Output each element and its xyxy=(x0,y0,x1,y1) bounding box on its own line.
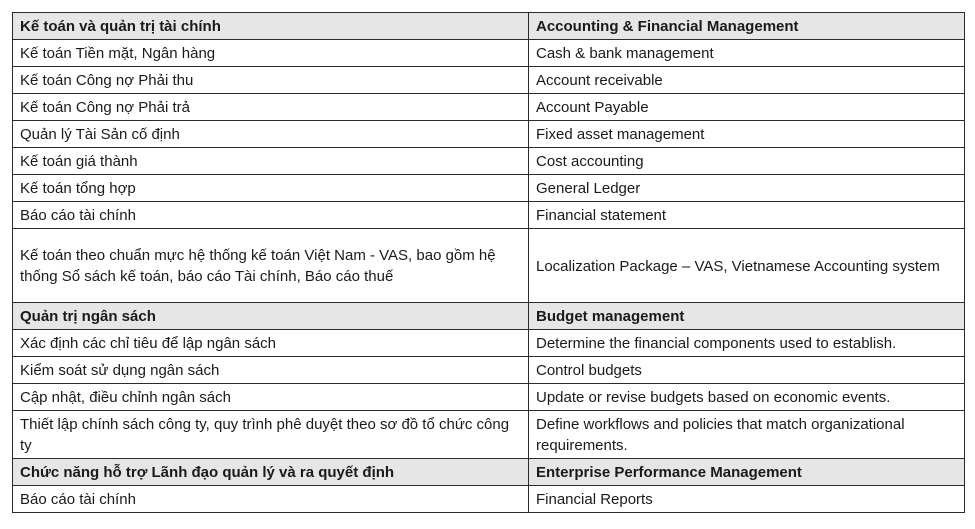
cell-en: Account Payable xyxy=(529,94,965,121)
table-row xyxy=(13,229,965,303)
cell-vi: Xác định các chỉ tiêu để lập ngân sách xyxy=(13,330,529,357)
cell-vi: Thiết lập chính sách công ty, quy trình phê duyệt theo sơ đồ tổ chức công ty xyxy=(13,411,529,459)
section-header-en: Accounting & Financial Management xyxy=(529,13,965,40)
cell-en: Control budgets xyxy=(529,357,965,384)
cell-en: Cash & bank management xyxy=(529,40,965,67)
table-row xyxy=(13,330,965,357)
cell-en: Determine the financial components used to establish. xyxy=(529,330,965,357)
section-header-vi: Quản trị ngân sách xyxy=(13,303,529,330)
cell-en: Financial statement xyxy=(529,202,965,229)
cell-vi: Kế toán Tiền mặt, Ngân hàng xyxy=(13,40,529,67)
table-row xyxy=(13,175,965,202)
table-row xyxy=(13,357,965,384)
cell-en: Define workflows and policies that match organizational requirements. xyxy=(529,411,965,459)
cell-vi: Kiểm soát sử dụng ngân sách xyxy=(13,357,529,384)
table-row xyxy=(13,486,965,513)
cell-vi: Kế toán theo chuẩn mực hệ thống kế toán Việt Nam - VAS, bao gồm hệ thống Sổ sách kế toán, báo cáo Tài chính, Báo cáo thuế xyxy=(13,229,529,303)
cell-en: Fixed asset management xyxy=(529,121,965,148)
cell-vi: Kế toán Công nợ Phải trả xyxy=(13,94,529,121)
section-header-row xyxy=(13,13,965,40)
section-header-row xyxy=(13,459,965,486)
table-row xyxy=(13,384,965,411)
section-header-vi: Kế toán và quản trị tài chính xyxy=(13,13,529,40)
cell-en: Update or revise budgets based on economic events. xyxy=(529,384,965,411)
cell-vi: Kế toán giá thành xyxy=(13,148,529,175)
table-row xyxy=(13,121,965,148)
table-row xyxy=(13,40,965,67)
cell-vi: Báo cáo tài chính xyxy=(13,486,529,513)
section-header-en: Enterprise Performance Management xyxy=(529,459,965,486)
table-row xyxy=(13,148,965,175)
section-header-vi: Chức năng hỗ trợ Lãnh đạo quản lý và ra quyết định xyxy=(13,459,529,486)
table-row xyxy=(13,67,965,94)
table-row xyxy=(13,94,965,121)
section-header-row xyxy=(13,303,965,330)
cell-vi: Kế toán Công nợ Phải thu xyxy=(13,67,529,94)
table-row xyxy=(13,202,965,229)
cell-vi: Kế toán tổng hợp xyxy=(13,175,529,202)
table-row xyxy=(13,411,965,459)
cell-vi: Quản lý Tài Sản cố định xyxy=(13,121,529,148)
cell-en: Account receivable xyxy=(529,67,965,94)
cell-vi: Báo cáo tài chính xyxy=(13,202,529,229)
feature-table xyxy=(12,12,965,513)
cell-vi: Cập nhật, điều chỉnh ngân sách xyxy=(13,384,529,411)
cell-en: Financial Reports xyxy=(529,486,965,513)
section-header-en: Budget management xyxy=(529,303,965,330)
cell-en: Cost accounting xyxy=(529,148,965,175)
cell-en: Localization Package – VAS, Vietnamese Accounting system xyxy=(529,229,965,303)
cell-en: General Ledger xyxy=(529,175,965,202)
